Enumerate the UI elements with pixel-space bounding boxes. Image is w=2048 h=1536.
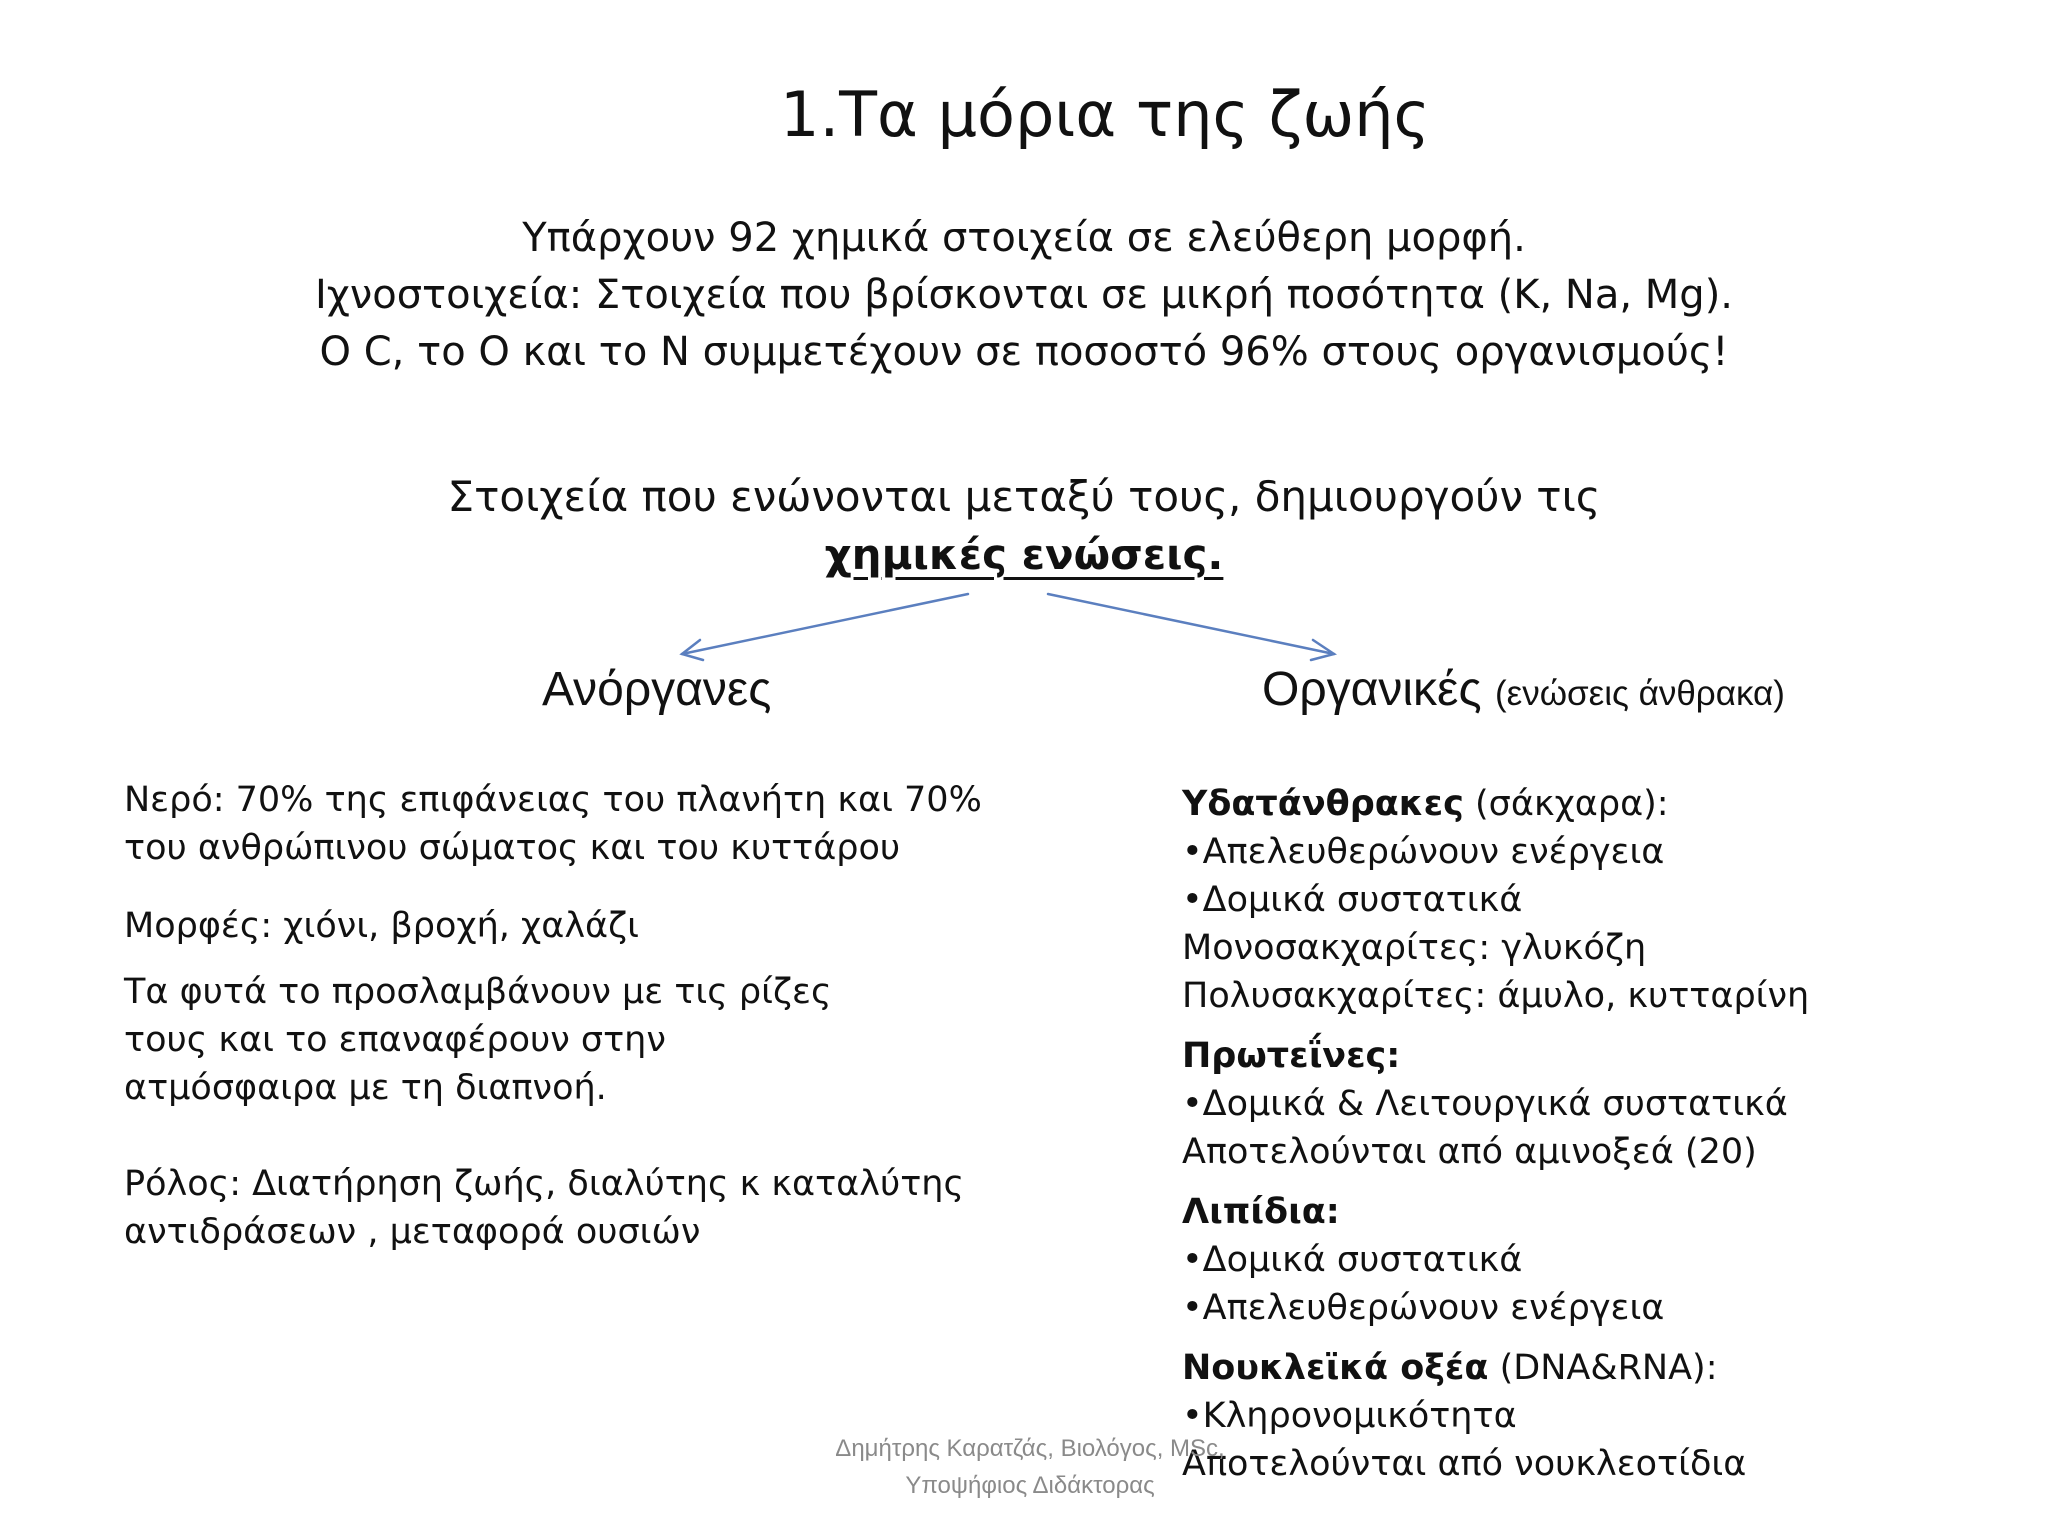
inorganic-heading: Ανόργανες: [542, 663, 772, 716]
carbs-title-text: Υδατάνθρακες: [1182, 784, 1464, 824]
carbs-title-note: (σάκχαρα):: [1463, 784, 1669, 824]
nucleic-title-text: Νουκλεϊκά οξέα: [1182, 1348, 1489, 1388]
intro-line-trace-elements: Ιχνοστοιχεία: Στοιχεία που βρίσκονται σε μικρή ποσότητα (K, Na, Mg).: [314, 272, 1734, 318]
water-line-2: του ανθρώπινου σώματος και του κυττάρου: [124, 828, 901, 868]
water-line-1: Νερό: 70% της επιφάνειας του πλανήτη και 70%: [124, 780, 982, 820]
inorganic-section: [124, 776, 982, 1256]
organic-section: [1182, 780, 1809, 1488]
organic-heading: [1262, 662, 1785, 717]
carbs-line-1: •Απελευθερώνουν ενέργεια: [1182, 832, 1665, 872]
author-line-2: Υποψήφιος Διδάκτορας: [905, 1472, 1155, 1499]
carbs-line-3: Μονοσακχαρίτες: γλυκόζη: [1182, 928, 1647, 968]
author-footer: [760, 1430, 1300, 1504]
forms-line: Μορφές: χιόνι, βροχή, χαλάζι: [124, 906, 639, 946]
carbs-line-4: Πολυσακχαρίτες: άμυλο, κυτταρίνη: [1182, 976, 1810, 1016]
nucleic-line-1: •Κληρονομικότητα: [1182, 1396, 1517, 1436]
plants-line-1: Τα φυτά το προσλαμβάνουν με τις ρίζες: [124, 972, 832, 1012]
slide-title: 1.Τα μόρια της ζωής: [780, 78, 1430, 151]
compounds-term-text: χημικές ενώσεις.: [824, 530, 1224, 579]
lipids-title-text: Λιπίδια:: [1182, 1192, 1340, 1232]
lipids-line-1: •Δομικά συστατικά: [1182, 1240, 1523, 1280]
plants-line-3: ατμόσφαιρα με τη διαπνοή.: [124, 1068, 607, 1108]
role-line-2: αντιδράσεων , μεταφορά ουσιών: [124, 1212, 701, 1252]
proteins-title: [1182, 1032, 1809, 1080]
plants-line-2: τους και το επαναφέρουν στην: [124, 1020, 666, 1060]
role-line-1: Ρόλος: Διατήρηση ζωής, διαλύτης κ καταλύτης: [124, 1164, 964, 1204]
author-line-1: Δημήτρης Καρατζάς, Βιολόγος, MSc,: [835, 1435, 1225, 1462]
compounds-sentence: Στοιχεία που ενώνονται μεταξύ τους, δημιουργούν τις: [447, 472, 1601, 521]
lipids-title: [1182, 1188, 1809, 1236]
carbs-line-2: •Δομικά συστατικά: [1182, 880, 1523, 920]
proteins-line-2: Αποτελούνται από αμινοξεά (20): [1182, 1132, 1757, 1172]
proteins-title-text: Πρωτεΐνες:: [1182, 1036, 1401, 1076]
arrow-to-organic: [1048, 594, 1334, 654]
nucleic-title-note: (DNA&RNA):: [1488, 1348, 1718, 1388]
proteins-line-1: •Δομικά & Λειτουργικά συστατικά: [1182, 1084, 1788, 1124]
nucleic-line-2: Αποτελούνται από νουκλεοτίδια: [1182, 1444, 1747, 1484]
organic-heading-note: (ενώσεις άνθρακα): [1494, 674, 1785, 713]
arrow-to-inorganic: [682, 594, 968, 654]
intro-line-elements: Υπάρχουν 92 χημικά στοιχεία σε ελεύθερη μορφή.: [522, 215, 1526, 261]
lipids-line-2: •Απελευθερώνουν ενέργεια: [1182, 1288, 1665, 1328]
organic-heading-text: Οργανικές: [1262, 663, 1482, 716]
carbs-title: [1182, 780, 1809, 828]
intro-line-percentage: O C, το O και το N συμμετέχουν σε ποσοστό 96% στους οργανισμούς!: [319, 329, 1729, 375]
nucleic-title: [1182, 1344, 1809, 1392]
